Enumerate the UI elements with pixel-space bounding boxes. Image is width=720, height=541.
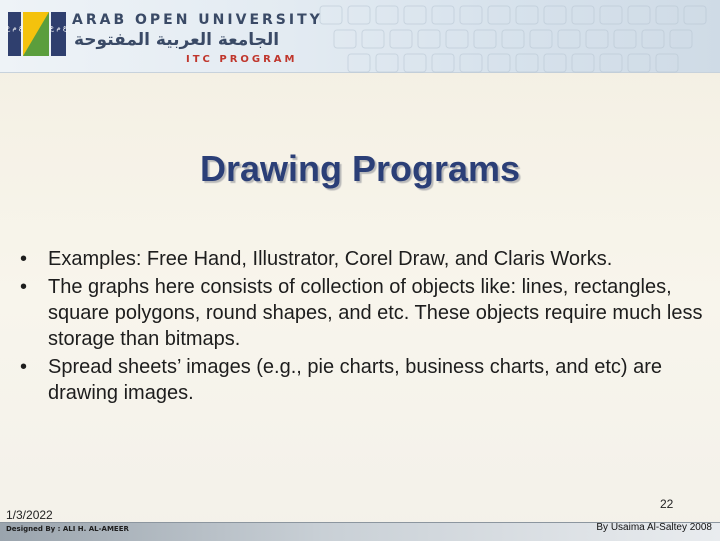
bullet-item bbox=[20, 354, 710, 406]
slide-number: 22 bbox=[660, 497, 674, 511]
logo-letters-right: ع م ع bbox=[49, 24, 68, 32]
university-logo-icon bbox=[5, 10, 68, 58]
university-name-ar: الجامعة العربية المفتوحة bbox=[74, 30, 280, 50]
program-label: ITC PROGRAM bbox=[186, 54, 298, 65]
bullet-item bbox=[20, 274, 710, 352]
bullet-dot-icon: • bbox=[20, 356, 28, 378]
slide-date: 1/3/2022 bbox=[6, 508, 53, 522]
slide-title: Drawing Programs bbox=[199, 148, 521, 189]
bullet-list bbox=[20, 246, 710, 408]
header-banner bbox=[0, 0, 720, 73]
university-name-en: ARAB OPEN UNIVERSITY bbox=[72, 12, 323, 28]
bullet-text: The graphs here consists of collection of objects like: lines, rectangles, square polygons, round shapes, and etc. These objects require much less storage than bitmaps. bbox=[48, 276, 703, 350]
bullet-text: Spread sheets’ images (e.g., pie charts, business charts, and etc) are drawing images. bbox=[48, 356, 663, 404]
bullet-text: Examples: Free Hand, Illustrator, Corel Draw, and Claris Works. bbox=[48, 248, 613, 270]
bullet-dot-icon: • bbox=[20, 276, 28, 298]
author-byline: By Usaima Al-Saltey 2008 bbox=[596, 522, 712, 533]
designer-credit: Designed By : ALI H. AL-AMEER bbox=[6, 525, 129, 533]
bullet-item bbox=[20, 246, 710, 272]
bullet-dot-icon: • bbox=[20, 248, 28, 270]
logo-letters-left: ع م ع bbox=[5, 24, 24, 32]
keyboard-pattern bbox=[300, 0, 720, 72]
